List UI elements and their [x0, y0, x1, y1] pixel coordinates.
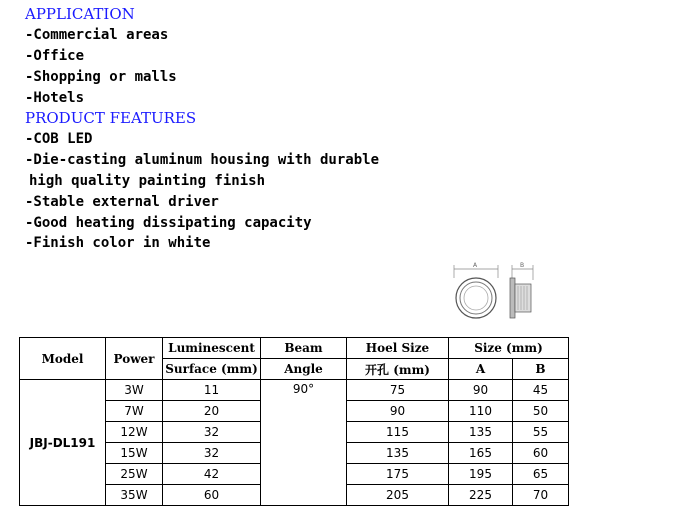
diagram-label-a: A	[473, 262, 478, 269]
lum-value: 32	[163, 422, 261, 443]
power-value: 15W	[106, 443, 163, 464]
feature-item: high quality painting finish	[29, 173, 266, 189]
model-value: JBJ-DL191	[20, 380, 106, 506]
size-b-value: 50	[513, 401, 569, 422]
application-item: -Office	[25, 48, 85, 64]
lum-value: 32	[163, 443, 261, 464]
hole-value: 135	[347, 443, 449, 464]
power-value: 35W	[106, 485, 163, 506]
power-value: 12W	[106, 422, 163, 443]
table-row	[20, 380, 569, 401]
header-size-a: A	[449, 359, 513, 380]
header-surface: Surface (mm)	[163, 359, 261, 380]
power-value: 3W	[106, 380, 163, 401]
feature-item: -Stable external driver	[25, 194, 219, 210]
lum-value: 11	[163, 380, 261, 401]
header-model: Model	[20, 338, 106, 380]
size-b-value: 55	[513, 422, 569, 443]
hole-value: 90	[347, 401, 449, 422]
size-a-value: 195	[449, 464, 513, 485]
feature-item: -Finish color in white	[25, 235, 211, 251]
lum-value: 60	[163, 485, 261, 506]
header-beam: Beam	[261, 338, 347, 359]
hole-value: 175	[347, 464, 449, 485]
size-b-value: 65	[513, 464, 569, 485]
application-item: -Commercial areas	[25, 27, 169, 43]
power-value: 7W	[106, 401, 163, 422]
lum-value: 42	[163, 464, 261, 485]
application-heading: APPLICATION	[25, 5, 135, 23]
header-angle: Angle	[261, 359, 347, 380]
hole-value: 115	[347, 422, 449, 443]
header-power: Power	[106, 338, 163, 380]
size-b-value: 70	[513, 485, 569, 506]
size-a-value: 225	[449, 485, 513, 506]
header-hole-mm: 开孔 (mm)	[347, 359, 449, 380]
features-heading: PRODUCT FEATURES	[25, 109, 197, 127]
size-a-value: 135	[449, 422, 513, 443]
spec-table	[19, 337, 569, 506]
size-a-value: 90	[449, 380, 513, 401]
size-b-value: 60	[513, 443, 569, 464]
downlight-dimension-drawing-icon	[440, 258, 540, 326]
header-size: Size (mm)	[449, 338, 569, 359]
size-b-value: 45	[513, 380, 569, 401]
feature-item: -Die-casting aluminum housing with durable	[25, 152, 380, 168]
application-item: -Hotels	[25, 90, 85, 106]
header-luminescent: Luminescent	[163, 338, 261, 359]
beam-value: 90°	[261, 380, 347, 506]
application-item: -Shopping or malls	[25, 69, 177, 85]
hole-value: 205	[347, 485, 449, 506]
header-hole-size: Hoel Size	[347, 338, 449, 359]
feature-item: -COB LED	[25, 131, 93, 147]
power-value: 25W	[106, 464, 163, 485]
header-size-b: B	[513, 359, 569, 380]
size-a-value: 110	[449, 401, 513, 422]
feature-item: -Good heating dissipating capacity	[25, 215, 312, 231]
diagram-label-b: B	[520, 262, 525, 269]
size-a-value: 165	[449, 443, 513, 464]
hole-value: 75	[347, 380, 449, 401]
lum-value: 20	[163, 401, 261, 422]
